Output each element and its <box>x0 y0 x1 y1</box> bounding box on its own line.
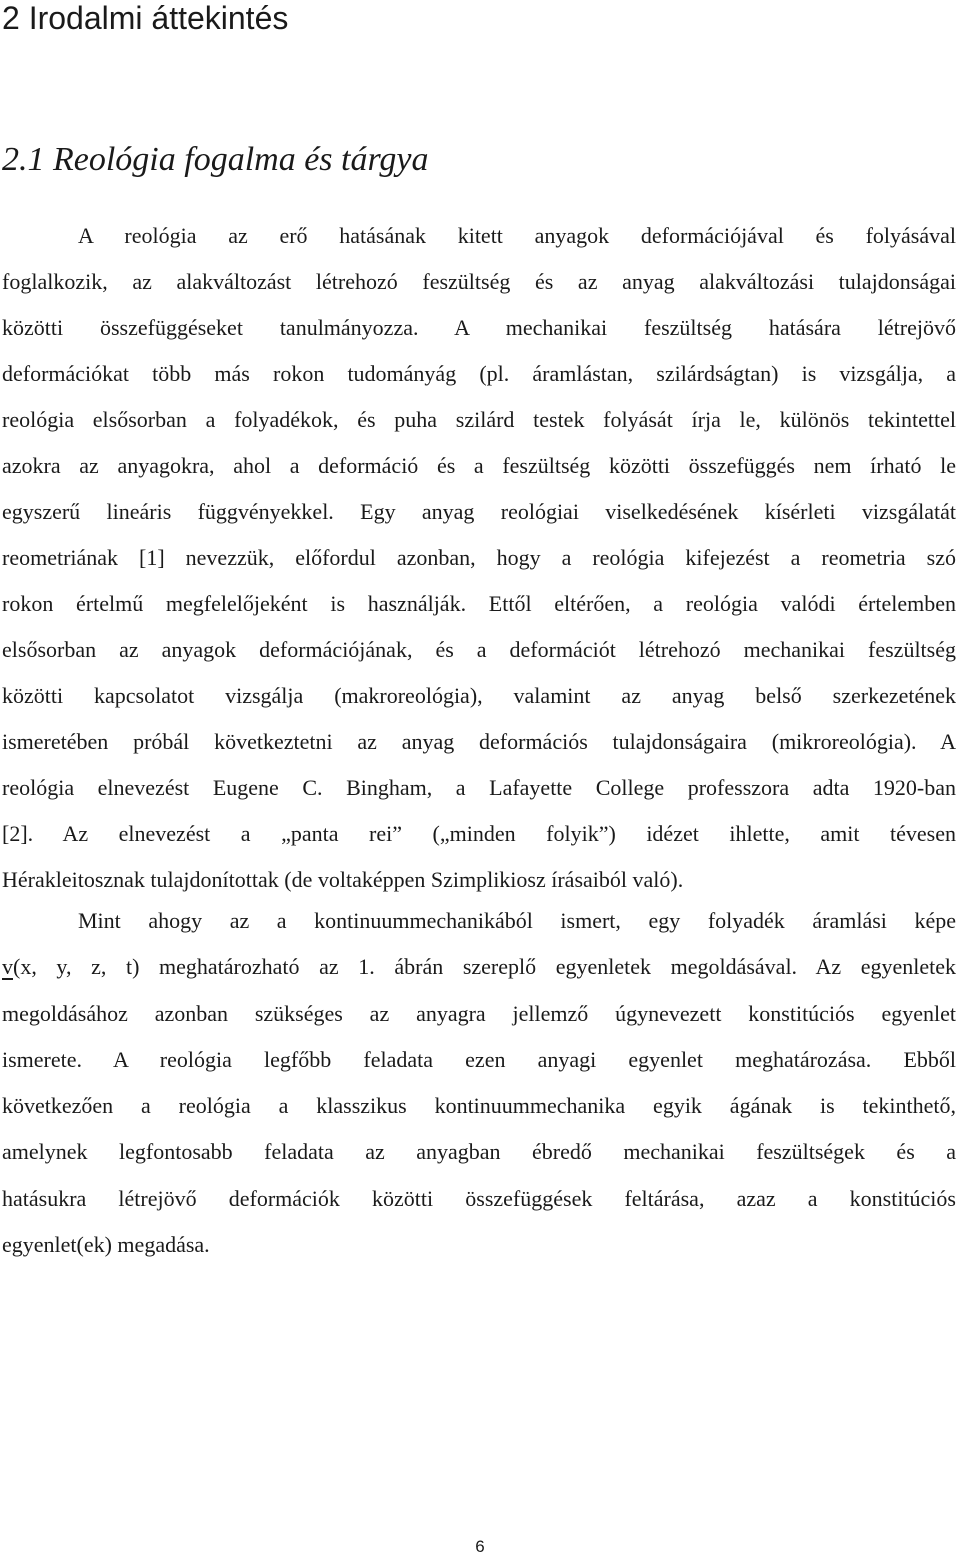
text-line: elsősorban az anyagok deformációjának, és a deformációt létrehozó mechanikai feszültség <box>2 637 956 662</box>
text-line: azokra az anyagokra, ahol a deformáció és a feszültség közötti összefüggés nem írható le <box>2 453 956 478</box>
section-title: 2.1 Reológia fogalma és tárgya <box>2 141 429 178</box>
text-line: foglalkozik, az alakváltozást létrehozó feszültség és az anyag alakváltozási tulajdonságai <box>2 269 956 294</box>
text-line: amelynek legfontosabb feladata az anyagban ébredő mechanikai feszültségek és a <box>2 1139 956 1165</box>
text-line: deformációkat több más rokon tudományág (pl. áramlástan, szilárdságtan) is vizsgálja, a <box>2 361 956 386</box>
text-line: rokon értelmű megfelelőjeként is használják. Ettől eltérően, a reológia valódi értelemben <box>2 591 956 616</box>
text-line: A reológia az erő hatásának kitett anyagok deformációjával és folyásával <box>78 223 956 248</box>
text-line: egyenlet(ek) megadása. <box>2 1232 210 1258</box>
velocity-arguments: (x, y, z, t) <box>13 954 140 980</box>
text-line: reometriának [1] nevezzük, előfordul azonban, hogy a reológia kifejezést a reometria szó <box>2 545 956 570</box>
text-line: Hérakleitosznak tulajdonítottak (de voltaképpen Szimplikiosz írásaiból való). <box>2 867 684 892</box>
chapter-title: 2 Irodalmi áttekintés <box>2 0 289 36</box>
text-line: ismerete. A reológia legfőbb feladata ezen anyagi egyenlet meghatározása. Ebből <box>2 1046 956 1072</box>
text-line: reológia elnevezést Eugene C. Bingham, a Lafayette College professzora adta 1920-ban <box>2 775 956 800</box>
text-line: közötti összefüggéseket tanulmányozza. A mechanikai feszültség hatására létrejövő <box>2 315 956 340</box>
paragraph-reology-definition <box>2 213 956 903</box>
text-line: megoldásához azonban szükséges az anyagra jellemző úgynevezett konstitúciós egyenlet <box>2 1000 956 1026</box>
paragraph-constitutive-equation <box>2 898 956 1268</box>
text-line-with-formula <box>2 944 956 990</box>
velocity-vector-symbol: v <box>2 954 13 980</box>
text-line: reológia elsősorban a folyadékok, és puha szilárd testek folyását írja le, különös tekintettel <box>2 407 956 432</box>
text-line: Mint ahogy az a kontinuummechanikából ismert, egy folyadék áramlási képe <box>78 908 956 933</box>
text-line: közötti kapcsolatot vizsgálja (makroreológia), valamint az anyag belső szerkezetének <box>2 683 956 708</box>
page-number: 6 <box>475 1537 485 1556</box>
text-line: ismeretében próbál következtetni az anyag deformációs tulajdonságaira (mikroreológia). A <box>2 729 956 754</box>
text-line: egyszerű lineáris függvényekkel. Egy anyag reológiai viselkedésének kísérleti vizsgálatát <box>2 499 956 524</box>
text-fragment: meghatározható az 1. ábrán szereplő egyenletek megoldásával. Az egyenletek <box>139 954 956 980</box>
text-line: [2]. Az elnevezést a „panta rei” („minden folyik”) idézet ihlette, amit tévesen <box>2 821 956 846</box>
text-line: hatásukra létrejövő deformációk közötti összefüggések feltárása, azaz a konstitúciós <box>2 1185 956 1211</box>
text-line: következően a reológia a klasszikus kontinuummechanika egyik ágának is tekinthető, <box>2 1093 956 1119</box>
